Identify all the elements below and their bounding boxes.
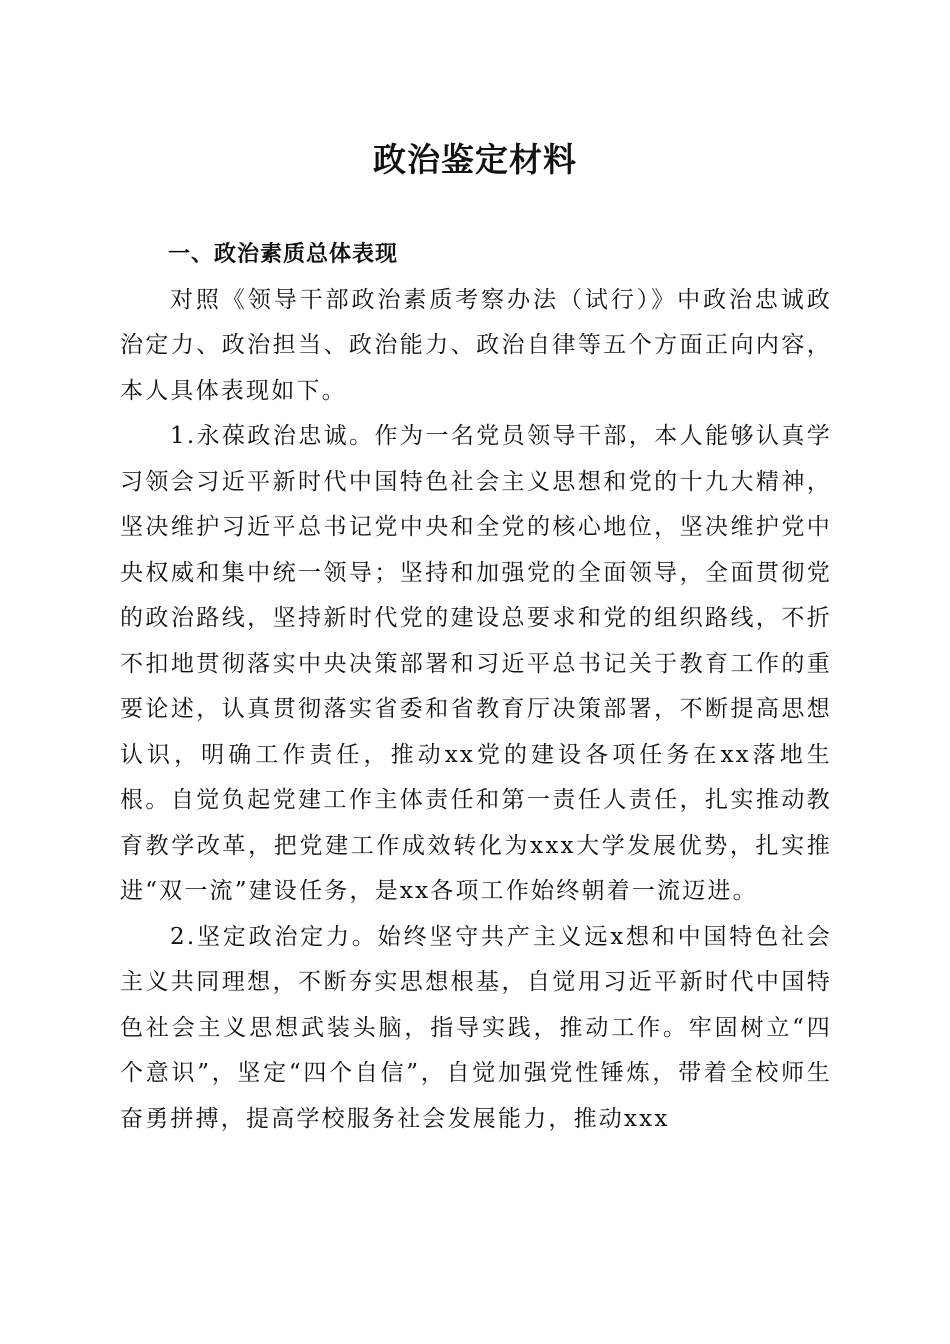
paragraph-intro: 对照《领导干部政治素质考察办法（试行）》中政治忠诚政治定力、政治担当、政治能力、政治自律等五个方面正向内容，本人具体表现如下。 [120, 286, 832, 404]
section-heading: 一、政治素质总体表现 [168, 242, 399, 267]
paragraph-political-resolve: 2.坚定政治定力。始终坚守共产主义远x想和中国特色社会主义共同理想，不断夯实思想根基，自觉用习近平新时代中国特色社会主义思想武装头脑，指导实践，推动工作。牢固树立“四个意识”，坚定“四个自信”，自觉加强党性锤炼，带着全校师生奋勇拼搏，提高学校服务社会发展能力，推动xxx [120, 923, 832, 1132]
document-body [120, 232, 832, 1142]
paragraph-political-loyalty: 1.永葆政治忠诚。作为一名党员领导干部，本人能够认真学习领会习近平新时代中国特色社会主义思想和党的十九大精神，坚决维护习近平总书记党中央和全党的核心地位，坚决维护党中央权威和集中统一领导；坚持和加强党的全面领导，全面贯彻党的政治路线，坚持新时代党的建设总要求和党的组织路线，不折不扣地贯彻落实中央决策部署和习近平总书记关于教育工作的重要论述，认真贯彻落实省委和省教育厅决策部署，不断提高思想认识，明确工作责任，推动xx党的建设各项任务在xx落地生根。自觉负起党建工作主体责任和第一责任人责任，扎实推动教育教学改革，把党建工作成效转化为xxx大学发展优势，扎实推进“双一流”建设任务，是xx各项工作始终朝着一流迈进。 [120, 423, 832, 904]
document-title: 政治鉴定材料 [373, 140, 577, 179]
